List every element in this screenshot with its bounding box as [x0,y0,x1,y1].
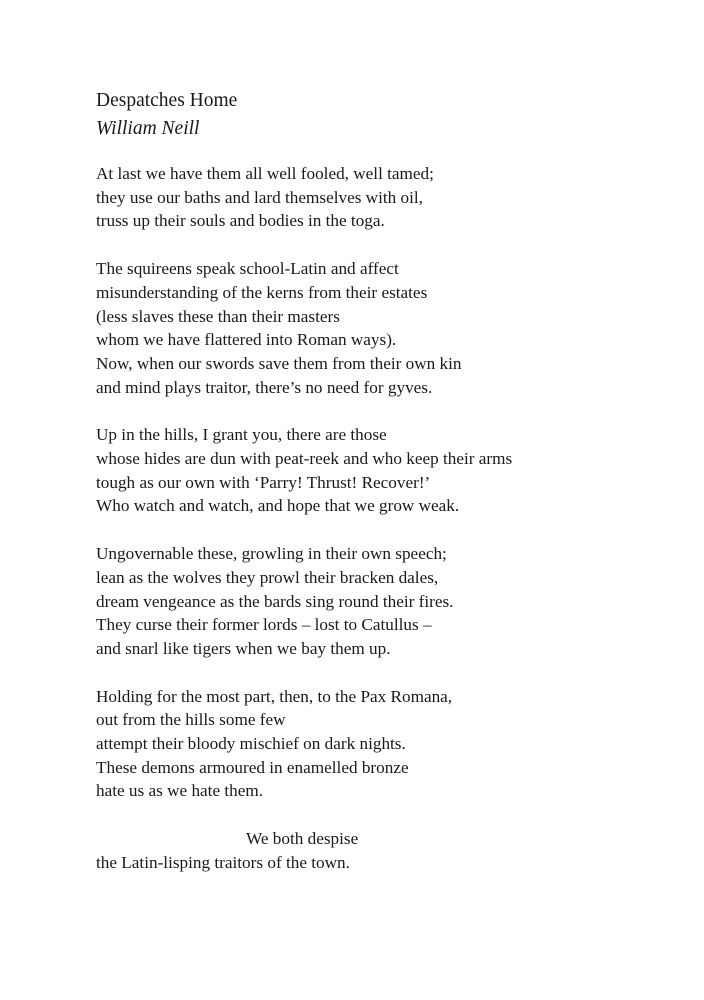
stanza-break [96,518,676,542]
poem-line: Up in the hills, I grant you, there are those [96,425,387,445]
poem-author: William Neill [96,118,200,139]
poem-line: dream vengeance as the bards sing round their fires. [96,591,454,611]
poem-line: and snarl like tigers when we bay them up. [96,638,391,658]
poem-line: whom we have flattered into Roman ways). [96,330,397,350]
stanza-5 [96,685,676,804]
poem-line: At last we have them all well fooled, well tamed; [96,164,434,183]
poem-line-indented: We both despise [246,829,359,849]
poem-line: hate us as we hate them. [96,781,264,801]
poem-line: misunderstanding of the kerns from their estates [96,282,428,302]
stanza-1 [96,162,676,233]
stanza-break [96,803,676,827]
poem-line: truss up their souls and bodies in the toga. [96,211,385,231]
poem-line: they use our baths and lard themselves with oil, [96,187,423,207]
stanza-6 [96,827,676,874]
poem-line: attempt their bloody mischief on dark nights. [96,734,406,754]
poem-line: (less slaves these than their masters [96,306,340,326]
poem-line: They curse their former lords – lost to Catullus – [96,615,432,635]
poem-line: Ungovernable these, growling in their own speech; [96,544,447,564]
stanza-break [96,661,676,685]
poem-line: whose hides are dun with peat-reek and who keep their arms [96,449,513,469]
poem-line: Who watch and watch, and hope that we grow weak. [96,496,460,516]
poem-line: Now, when our swords save them from their own kin [96,353,462,373]
poem-line: tough as our own with ‘Parry! Thrust! Recover!’ [96,472,431,492]
poem-line: These demons armoured in enamelled bronze [96,757,409,777]
poem-line: The squireens speak school-Latin and affect [96,259,399,279]
poem-title: Despatches Home [96,90,238,111]
stanza-4 [96,542,676,661]
poem-line: lean as the wolves they prowl their bracken dales, [96,567,439,587]
poem-line: out from the hills some few [96,710,286,730]
stanza-break [96,399,676,423]
stanza-2 [96,257,676,399]
poem-line: Holding for the most part, then, to the Pax Romana, [96,686,453,706]
poem [96,88,676,875]
stanza-3 [96,423,676,518]
stanza-break [96,233,676,257]
poem-line: and mind plays traitor, there’s no need for gyves. [96,377,433,397]
poem-line: the Latin-lisping traitors of the town. [96,852,350,872]
